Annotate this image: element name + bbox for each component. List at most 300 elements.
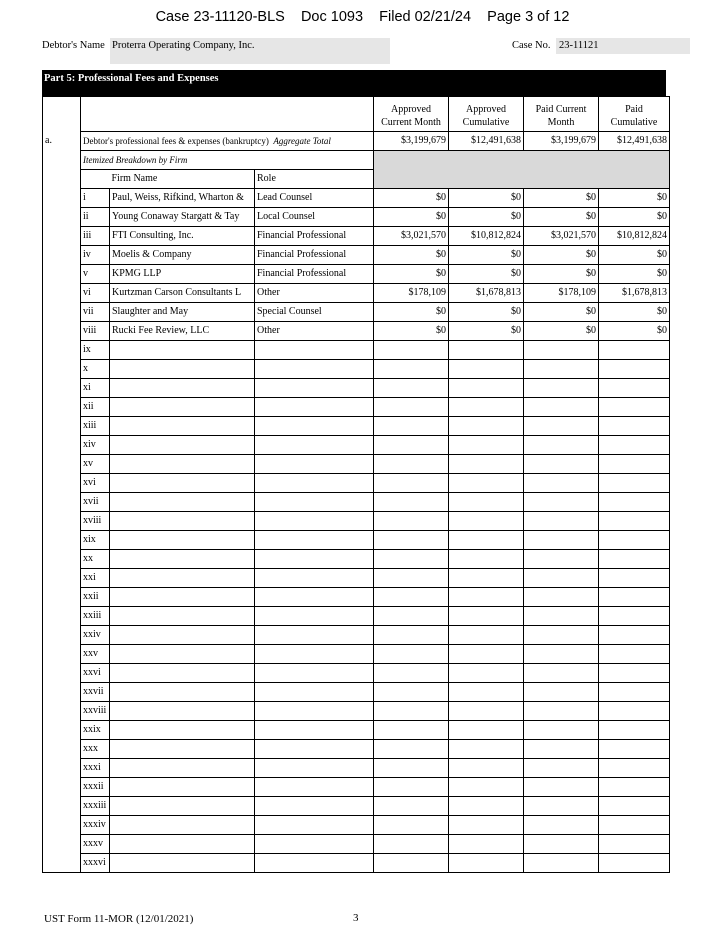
- col-approved-cumulative: Approved Cumulative: [449, 97, 524, 132]
- row-spacer: [43, 474, 81, 493]
- firm-role: [255, 816, 374, 835]
- row-index: xxxv: [81, 835, 110, 854]
- table-row: [43, 626, 670, 645]
- row-spacer: [43, 284, 81, 303]
- row-index: ii: [81, 208, 110, 227]
- row-index: xxix: [81, 721, 110, 740]
- firm-name: [110, 835, 255, 854]
- firm-name-header: Firm Name: [110, 170, 255, 189]
- table-row: [43, 265, 670, 284]
- aggregate-paid-current: $3,199,679: [524, 132, 599, 151]
- case-number-header: Case 23-11120-BLS: [155, 9, 285, 25]
- paid-cumulative: [599, 588, 670, 607]
- paid-current: [524, 455, 599, 474]
- paid-cumulative: [599, 721, 670, 740]
- approved-cumulative: [449, 835, 524, 854]
- paid-current: [524, 816, 599, 835]
- approved-cumulative: $10,812,824: [449, 227, 524, 246]
- aggregate-paid-cumulative: $12,491,638: [599, 132, 670, 151]
- paid-current: [524, 854, 599, 873]
- itemized-label: Itemized Breakdown by Firm: [81, 151, 374, 170]
- row-spacer: [43, 531, 81, 550]
- approved-cumulative: [449, 531, 524, 550]
- row-spacer: [43, 778, 81, 797]
- row-index: xvi: [81, 474, 110, 493]
- row-index: xx: [81, 550, 110, 569]
- row-spacer: [43, 721, 81, 740]
- approved-cumulative: $1,678,813: [449, 284, 524, 303]
- firm-role: [255, 569, 374, 588]
- aggregate-row: [43, 132, 670, 151]
- approved-cumulative: [449, 816, 524, 835]
- approved-cumulative: [449, 550, 524, 569]
- aggregate-approved-cumulative: $12,491,638: [449, 132, 524, 151]
- approved-cumulative: [449, 512, 524, 531]
- column-header-row: [43, 97, 670, 132]
- row-index: x: [81, 360, 110, 379]
- paid-cumulative: [599, 569, 670, 588]
- paid-current: [524, 702, 599, 721]
- row-index: viii: [81, 322, 110, 341]
- firm-name: [110, 341, 255, 360]
- col-paid-current: Paid Current Month: [524, 97, 599, 132]
- paid-current: $0: [524, 322, 599, 341]
- row-index: xxiii: [81, 607, 110, 626]
- approved-current: $0: [374, 322, 449, 341]
- doc-number: Doc 1093: [300, 9, 364, 25]
- firm-role: [255, 379, 374, 398]
- approved-current: [374, 436, 449, 455]
- table-row: [43, 398, 670, 417]
- paid-current: [524, 797, 599, 816]
- table-row: [43, 284, 670, 303]
- firm-name: KPMG LLP: [110, 265, 255, 284]
- debtor-info: [42, 38, 690, 64]
- paid-current: $0: [524, 189, 599, 208]
- approved-current: [374, 797, 449, 816]
- approved-cumulative: $0: [449, 208, 524, 227]
- paid-cumulative: [599, 607, 670, 626]
- paid-cumulative: $0: [599, 208, 670, 227]
- row-spacer: [43, 341, 81, 360]
- table-row: [43, 341, 670, 360]
- table-row: [43, 512, 670, 531]
- row-spacer: [43, 493, 81, 512]
- firm-role: [255, 626, 374, 645]
- paid-current: [524, 550, 599, 569]
- row-index: xxv: [81, 645, 110, 664]
- approved-cumulative: [449, 360, 524, 379]
- firm-name: [110, 588, 255, 607]
- paid-cumulative: [599, 778, 670, 797]
- row-index: vii: [81, 303, 110, 322]
- row-index: i: [81, 189, 110, 208]
- paid-cumulative: $1,678,813: [599, 284, 670, 303]
- firm-role: Special Counsel: [255, 303, 374, 322]
- role-header: Role: [255, 170, 374, 189]
- paid-current: [524, 341, 599, 360]
- page-indicator: Page 3 of 12: [487, 9, 570, 25]
- row-spacer: [43, 664, 81, 683]
- row-spacer: [43, 645, 81, 664]
- row-spacer: [43, 417, 81, 436]
- approved-cumulative: [449, 455, 524, 474]
- firm-name: Moelis & Company: [110, 246, 255, 265]
- approved-current: $0: [374, 303, 449, 322]
- paid-current: [524, 721, 599, 740]
- paid-cumulative: [599, 455, 670, 474]
- aggregate-label: Debtor's professional fees & expenses (bankruptcy) Aggregate Total: [81, 132, 374, 151]
- paid-current: [524, 398, 599, 417]
- approved-current: [374, 683, 449, 702]
- paid-current: [524, 645, 599, 664]
- approved-current: [374, 645, 449, 664]
- row-index: vi: [81, 284, 110, 303]
- row-spacer: [43, 246, 81, 265]
- paid-current: [524, 531, 599, 550]
- debtor-name-value: Proterra Operating Company, Inc.: [112, 40, 255, 51]
- row-index: iv: [81, 246, 110, 265]
- paid-current: [524, 569, 599, 588]
- paid-cumulative: [599, 645, 670, 664]
- approved-cumulative: [449, 683, 524, 702]
- row-index: xxxvi: [81, 854, 110, 873]
- approved-current: [374, 835, 449, 854]
- firm-role: [255, 474, 374, 493]
- approved-cumulative: [449, 854, 524, 873]
- approved-current: [374, 379, 449, 398]
- approved-current: [374, 664, 449, 683]
- approved-current: $0: [374, 208, 449, 227]
- firm-role: [255, 645, 374, 664]
- approved-cumulative: [449, 645, 524, 664]
- filed-date: Filed 02/21/24: [379, 9, 472, 25]
- paid-cumulative: [599, 512, 670, 531]
- row-spacer: [43, 265, 81, 284]
- paid-cumulative: [599, 854, 670, 873]
- approved-current: [374, 341, 449, 360]
- paid-current: [524, 740, 599, 759]
- approved-current: [374, 474, 449, 493]
- approved-current: [374, 588, 449, 607]
- row-spacer: [43, 398, 81, 417]
- row-index: xvii: [81, 493, 110, 512]
- firm-name: [110, 379, 255, 398]
- firm-name: [110, 436, 255, 455]
- row-spacer: [43, 208, 81, 227]
- firm-name: [110, 721, 255, 740]
- paid-current: [524, 588, 599, 607]
- paid-cumulative: [599, 759, 670, 778]
- firm-name: [110, 759, 255, 778]
- firm-role: [255, 835, 374, 854]
- approved-current: [374, 626, 449, 645]
- firm-name: [110, 683, 255, 702]
- firm-role: [255, 417, 374, 436]
- row-index: xxxiv: [81, 816, 110, 835]
- part-title: Part 5: Professional Fees and Expenses: [44, 73, 219, 84]
- table-row: [43, 531, 670, 550]
- paid-cumulative: [599, 531, 670, 550]
- firm-name: [110, 417, 255, 436]
- approved-current: [374, 512, 449, 531]
- firm-role: [255, 683, 374, 702]
- row-spacer: [43, 702, 81, 721]
- firm-role: Financial Professional: [255, 265, 374, 284]
- approved-current: [374, 398, 449, 417]
- approved-current: [374, 550, 449, 569]
- paid-current: [524, 778, 599, 797]
- table-row: [43, 854, 670, 873]
- firm-role: Financial Professional: [255, 246, 374, 265]
- firm-role: [255, 607, 374, 626]
- firm-name: [110, 854, 255, 873]
- paid-cumulative: [599, 626, 670, 645]
- table-row: [43, 645, 670, 664]
- firm-name: Young Conaway Stargatt & Tay: [110, 208, 255, 227]
- firm-role: Other: [255, 322, 374, 341]
- approved-cumulative: [449, 474, 524, 493]
- paid-cumulative: $0: [599, 189, 670, 208]
- row-spacer: [43, 797, 81, 816]
- row-spacer: [43, 512, 81, 531]
- firm-role: [255, 455, 374, 474]
- firm-role: [255, 797, 374, 816]
- table-row: [43, 189, 670, 208]
- debtor-name-field: [110, 38, 390, 64]
- firm-name: [110, 398, 255, 417]
- firm-role: [255, 436, 374, 455]
- case-no-label: Case No.: [512, 40, 551, 51]
- col-approved-current: Approved Current Month: [374, 97, 449, 132]
- table-row: [43, 227, 670, 246]
- row-index: xxi: [81, 569, 110, 588]
- table-row: [43, 550, 670, 569]
- paid-current: $178,109: [524, 284, 599, 303]
- table-row: [43, 569, 670, 588]
- approved-current: [374, 702, 449, 721]
- row-index: xxxi: [81, 759, 110, 778]
- paid-cumulative: $0: [599, 265, 670, 284]
- case-no-value: 23-11121: [559, 40, 599, 51]
- approved-current: [374, 854, 449, 873]
- paid-current: $0: [524, 208, 599, 227]
- table-row: [43, 759, 670, 778]
- paid-current: $3,021,570: [524, 227, 599, 246]
- paid-current: [524, 360, 599, 379]
- table-row: [43, 360, 670, 379]
- aggregate-total-label: Aggregate Total: [273, 136, 331, 146]
- table-row: [43, 588, 670, 607]
- firm-name: [110, 778, 255, 797]
- row-spacer: [43, 759, 81, 778]
- row-spacer: [43, 303, 81, 322]
- row-spacer: [43, 569, 81, 588]
- table-row: [43, 417, 670, 436]
- paid-current: [524, 607, 599, 626]
- approved-cumulative: $0: [449, 303, 524, 322]
- shaded-area: [374, 151, 670, 189]
- firm-role: Local Counsel: [255, 208, 374, 227]
- paid-cumulative: [599, 816, 670, 835]
- table-row: [43, 702, 670, 721]
- paid-cumulative: [599, 550, 670, 569]
- firm-name: [110, 474, 255, 493]
- approved-current: [374, 816, 449, 835]
- table-row: [43, 607, 670, 626]
- paid-current: [524, 664, 599, 683]
- table-row: [43, 246, 670, 265]
- firm-name: [110, 512, 255, 531]
- firm-role: [255, 702, 374, 721]
- approved-cumulative: [449, 778, 524, 797]
- approved-cumulative: [449, 569, 524, 588]
- row-spacer: [43, 740, 81, 759]
- firm-name: [110, 645, 255, 664]
- approved-cumulative: [449, 721, 524, 740]
- table-row: [43, 474, 670, 493]
- paid-current: $0: [524, 303, 599, 322]
- footer-form-number: UST Form 11-MOR (12/01/2021): [44, 913, 194, 925]
- paid-cumulative: [599, 474, 670, 493]
- approved-cumulative: $0: [449, 189, 524, 208]
- row-index: xxxii: [81, 778, 110, 797]
- firm-role: [255, 341, 374, 360]
- approved-current: [374, 360, 449, 379]
- firm-role: [255, 398, 374, 417]
- approved-cumulative: $0: [449, 322, 524, 341]
- firm-name: [110, 569, 255, 588]
- firm-role: [255, 531, 374, 550]
- firm-name: [110, 702, 255, 721]
- row-index: xxiv: [81, 626, 110, 645]
- row-spacer: [43, 607, 81, 626]
- table-row: [43, 493, 670, 512]
- firm-role: [255, 360, 374, 379]
- firm-role: [255, 778, 374, 797]
- paid-current: $0: [524, 265, 599, 284]
- firm-name: [110, 607, 255, 626]
- paid-cumulative: [599, 436, 670, 455]
- table-row: [43, 379, 670, 398]
- table-row: [43, 740, 670, 759]
- row-index: xxxiii: [81, 797, 110, 816]
- paid-current: [524, 493, 599, 512]
- paid-current: [524, 626, 599, 645]
- approved-current: [374, 493, 449, 512]
- table-row: [43, 322, 670, 341]
- firm-name: [110, 360, 255, 379]
- approved-current: [374, 721, 449, 740]
- paid-cumulative: [599, 683, 670, 702]
- paid-cumulative: [599, 341, 670, 360]
- row-spacer: [43, 550, 81, 569]
- aggregate-approved-current: $3,199,679: [374, 132, 449, 151]
- table-row: [43, 721, 670, 740]
- row-spacer: [43, 588, 81, 607]
- approved-cumulative: [449, 436, 524, 455]
- debtor-name-label: Debtor's Name: [42, 40, 105, 51]
- firm-role: [255, 740, 374, 759]
- paid-current: [524, 474, 599, 493]
- firm-role: [255, 512, 374, 531]
- table-row: [43, 683, 670, 702]
- firm-name: [110, 493, 255, 512]
- table-row: [43, 816, 670, 835]
- row-spacer: [43, 189, 81, 208]
- firm-role: Financial Professional: [255, 227, 374, 246]
- paid-current: [524, 759, 599, 778]
- firm-role: [255, 550, 374, 569]
- firm-name: [110, 816, 255, 835]
- approved-current: [374, 531, 449, 550]
- firm-role: [255, 854, 374, 873]
- row-spacer: [43, 854, 81, 873]
- firm-name: Paul, Weiss, Rifkind, Wharton &: [110, 189, 255, 208]
- row-spacer: [43, 379, 81, 398]
- firm-name: Kurtzman Carson Consultants L: [110, 284, 255, 303]
- firm-role: [255, 664, 374, 683]
- approved-cumulative: [449, 588, 524, 607]
- row-index: xiv: [81, 436, 110, 455]
- row-spacer: [43, 816, 81, 835]
- approved-current: $3,021,570: [374, 227, 449, 246]
- row-index: xxvii: [81, 683, 110, 702]
- firm-role: Other: [255, 284, 374, 303]
- row-spacer: [43, 360, 81, 379]
- firm-role: [255, 721, 374, 740]
- paid-cumulative: [599, 417, 670, 436]
- row-index: xxvi: [81, 664, 110, 683]
- paid-current: [524, 379, 599, 398]
- court-header: [0, 9, 725, 25]
- approved-current: [374, 740, 449, 759]
- firm-name: Slaughter and May: [110, 303, 255, 322]
- firm-name: [110, 797, 255, 816]
- paid-cumulative: $10,812,824: [599, 227, 670, 246]
- approved-cumulative: [449, 797, 524, 816]
- paid-cumulative: [599, 797, 670, 816]
- approved-current: [374, 778, 449, 797]
- approved-current: [374, 759, 449, 778]
- approved-current: [374, 569, 449, 588]
- row-index: xi: [81, 379, 110, 398]
- row-index: xxx: [81, 740, 110, 759]
- approved-current: $178,109: [374, 284, 449, 303]
- case-no-field: [556, 38, 690, 54]
- paid-cumulative: [599, 664, 670, 683]
- itemized-label-row: [43, 151, 670, 170]
- footer-page-number: 3: [353, 912, 359, 924]
- row-index: xiii: [81, 417, 110, 436]
- paid-cumulative: [599, 493, 670, 512]
- paid-cumulative: [599, 835, 670, 854]
- row-index: xix: [81, 531, 110, 550]
- row-index: xv: [81, 455, 110, 474]
- approved-cumulative: [449, 398, 524, 417]
- row-spacer: [43, 626, 81, 645]
- paid-current: [524, 436, 599, 455]
- professional-fees-table: [42, 96, 670, 873]
- paid-cumulative: $0: [599, 246, 670, 265]
- aggregate-letter: a.: [43, 132, 81, 151]
- row-spacer: [43, 227, 81, 246]
- paid-cumulative: [599, 702, 670, 721]
- row-index: iii: [81, 227, 110, 246]
- firm-name: [110, 455, 255, 474]
- paid-current: [524, 683, 599, 702]
- firm-name: [110, 740, 255, 759]
